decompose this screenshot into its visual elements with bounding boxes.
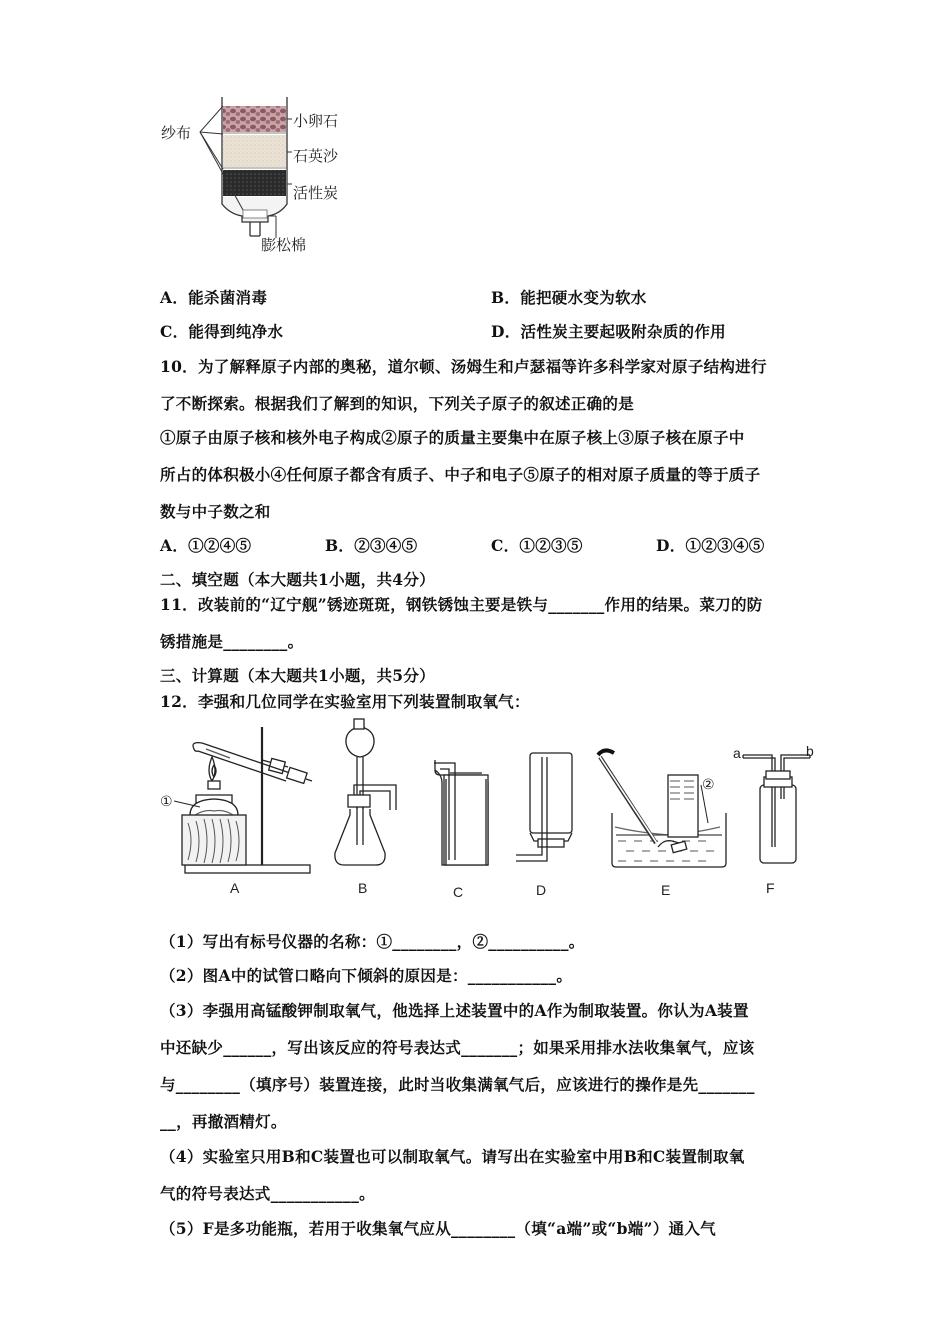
pebble-layer <box>223 106 286 132</box>
q10-option-a: A．①②④⑤ <box>160 536 252 555</box>
q12-part3-line2: 中还缺少______，写出该反应的符号表达式_______；如果采用排水法收集氧气，应该 <box>160 1038 755 1057</box>
caption-f: F <box>766 880 775 896</box>
q12-part3-line1: （3）李强用高锰酸钾制取氧气，他选择上述装置中的A作为制取装置。你认为A装置 <box>160 1001 749 1020</box>
caption-c: C <box>453 884 464 900</box>
caption-b: B <box>358 880 368 896</box>
q9-option-d: D．活性炭主要起吸附杂质的作用 <box>491 322 726 341</box>
activated-carbon-layer <box>223 170 286 196</box>
label-cotton: 膨松棉 <box>261 236 307 254</box>
apparatus-e <box>598 750 726 867</box>
cotton-plug <box>243 210 267 218</box>
apparatus-c <box>434 760 488 865</box>
q10-option-b: B．②③④⑤ <box>325 536 418 555</box>
q10-option-d: D．①②③④⑤ <box>656 536 765 555</box>
marker-2: ② <box>702 776 715 792</box>
section3-heading: 三、计算题（本大题共1小题，共5分） <box>160 666 435 685</box>
caption-a: A <box>230 880 240 896</box>
q10-stem-line5: 数与中子数之和 <box>160 502 271 521</box>
q10-stem-line2: 了不断探索。根据我们了解到的知识，下列关子原子的叙述正确的是 <box>160 394 635 413</box>
apparatus-diagram <box>150 715 830 905</box>
q12-part4-line2: 气的符号表达式___________。 <box>160 1184 375 1203</box>
q9-option-a: A．能杀菌消毒 <box>160 288 268 307</box>
q11-line1: 11．改装前的“辽宁舰”锈迹斑斑，钢铁锈蚀主要是铁与_______作用的结果。菜刀的防 <box>160 595 763 614</box>
label-gauze: 纱布 <box>161 124 192 142</box>
q12-part3-line4: __，再撤酒精灯。 <box>160 1112 287 1131</box>
q10-stem-line1: 10．为了解释原子内部的奥秘，道尔顿、汤姆生和卢瑟福等许多科学家对原子结构进行 <box>160 357 767 376</box>
apparatus-f <box>743 755 810 863</box>
label-b-end: b <box>806 743 814 759</box>
q10-option-c: C．①②③⑤ <box>491 536 583 555</box>
apparatus-d <box>516 753 572 861</box>
caption-d: D <box>536 882 547 898</box>
label-pebbles: 小卵石 <box>293 112 339 130</box>
marker-1: ① <box>160 793 173 809</box>
q12-part3-line3: 与________（填序号）装置连接，此时当收集满氧气后，应该进行的操作是先_______ <box>160 1075 755 1094</box>
q11-line2: 锈措施是________。 <box>160 632 304 651</box>
apparatus-b <box>335 719 396 865</box>
q9-option-c: C．能得到纯净水 <box>160 322 284 341</box>
q10-stem-line4: 所占的体积极小④任何原子都含有质子、中子和电子⑤原子的相对原子质量的等于质子 <box>160 465 761 484</box>
quartz-sand-layer <box>223 135 286 167</box>
label-a-end: a <box>733 745 741 761</box>
section2-heading: 二、填空题（本大题共1小题，共4分） <box>160 570 435 589</box>
label-quartz-sand: 石英沙 <box>293 147 339 165</box>
caption-e: E <box>661 882 671 898</box>
q12-part2: （2）图A中的试管口略向下倾斜的原因是：___________。 <box>160 966 573 985</box>
q12-part5-line1: （5）F是多功能瓶，若用于收集氧气应从________（填“a端”或“b端”）通入气 <box>160 1219 716 1238</box>
q12-part4-line1: （4）实验室只用B和C装置也可以制取氧气。请写出在实验室中用B和C装置制取氧 <box>160 1147 745 1166</box>
q12-part1: （1）写出有标号仪器的名称：①________，②__________。 <box>160 932 585 951</box>
q10-stem-line3: ①原子由原子核和核外电子构成②原子的质量主要集中在原子核上③原子核在原子中 <box>160 428 745 447</box>
q12-intro: 12．李强和几位同学在实验室用下列装置制取氧气： <box>160 692 530 711</box>
q9-option-b: B．能把硬水变为软水 <box>491 288 647 307</box>
apparatus-a <box>174 727 312 873</box>
label-activated-carbon: 活性炭 <box>293 184 339 202</box>
